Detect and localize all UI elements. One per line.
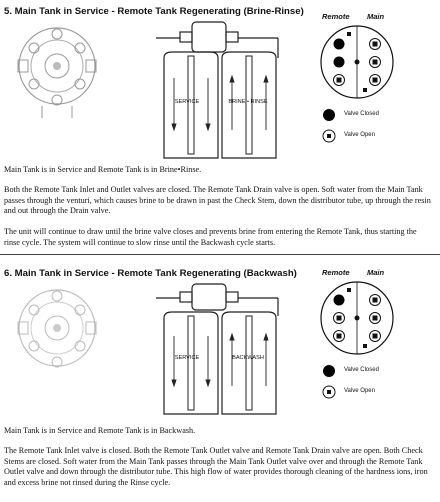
legend-valve-open-label: Valve Open	[344, 388, 375, 394]
legend-valve-closed-label: Valve Closed	[344, 367, 379, 373]
column-header-remote: Remote	[322, 268, 350, 277]
control-valve-head-illustration	[12, 282, 102, 382]
section-5-paragraph-1: Main Tank is in Service and Remote Tank is in Brine•Rinse.	[4, 165, 202, 174]
tank-label-brine-rinse: BRINE • RINSE	[228, 99, 268, 105]
column-header-remote: Remote	[322, 12, 350, 21]
legend-valve-open-icon	[322, 385, 336, 399]
section-divider	[0, 254, 440, 255]
column-header-main: Main	[367, 268, 385, 277]
control-valve-head-illustration	[12, 20, 102, 120]
column-header-main: Main	[367, 12, 385, 21]
section-5-paragraph-2: Both the Remote Tank Inlet and Outlet valves are closed. The Remote Tank Drain valve is open. Soft water from the Main Tank passes through the venturi, which causes brine to be drawn in past the Check Stem, down the distributor tube, up through the resin and out through the Drain valve.	[4, 185, 431, 216]
twin-tank-flow-diagram	[152, 18, 282, 166]
section-5-paragraph-3: The unit will continue to draw until the brine valve closes and prevents brine from entering the Remote Tank, thus starting the rinse cycle. The system will continue to slow rinse until the Backwash cycle starts.	[4, 227, 417, 247]
twin-tank-flow-diagram	[152, 280, 282, 420]
section-6-paragraph-1: Main Tank is in Service and Remote Tank is in Backwash.	[4, 426, 196, 435]
legend-valve-closed-icon	[322, 364, 336, 378]
valve-disc-diagram	[319, 280, 395, 356]
valve-disc-diagram	[319, 24, 395, 100]
tank-label-backwash: BACKWASH	[232, 355, 264, 361]
section-6-title: 6. Main Tank in Service - Remote Tank Regenerating (Backwash)	[4, 268, 297, 279]
legend-valve-open-icon	[322, 129, 336, 143]
tank-label-service: SERVICE	[174, 355, 200, 361]
legend-valve-closed-icon	[322, 108, 336, 122]
legend-valve-open-label: Valve Open	[344, 132, 375, 138]
section-6-paragraph-2: The Remote Tank Inlet valve is closed. Both the Remote Tank Outlet valve and Remote Tank Drain valve are open. Both Check Stems are closed. Soft water from the Main Tank passes through the Main Tank Outlet valve over and through the Remote Tank Outlet valve and down through the distributor tube. This high flow of water provides thorough cleaning of the hardness ions, iron and excess brine not rinsed during the Rinse cycle.	[4, 446, 428, 487]
legend-valve-closed-label: Valve Closed	[344, 111, 379, 117]
tank-label-service: SERVICE	[174, 99, 200, 105]
valve-closed-marker	[334, 295, 345, 306]
section-5-title: 5. Main Tank in Service - Remote Tank Regenerating (Brine-Rinse)	[4, 6, 304, 17]
